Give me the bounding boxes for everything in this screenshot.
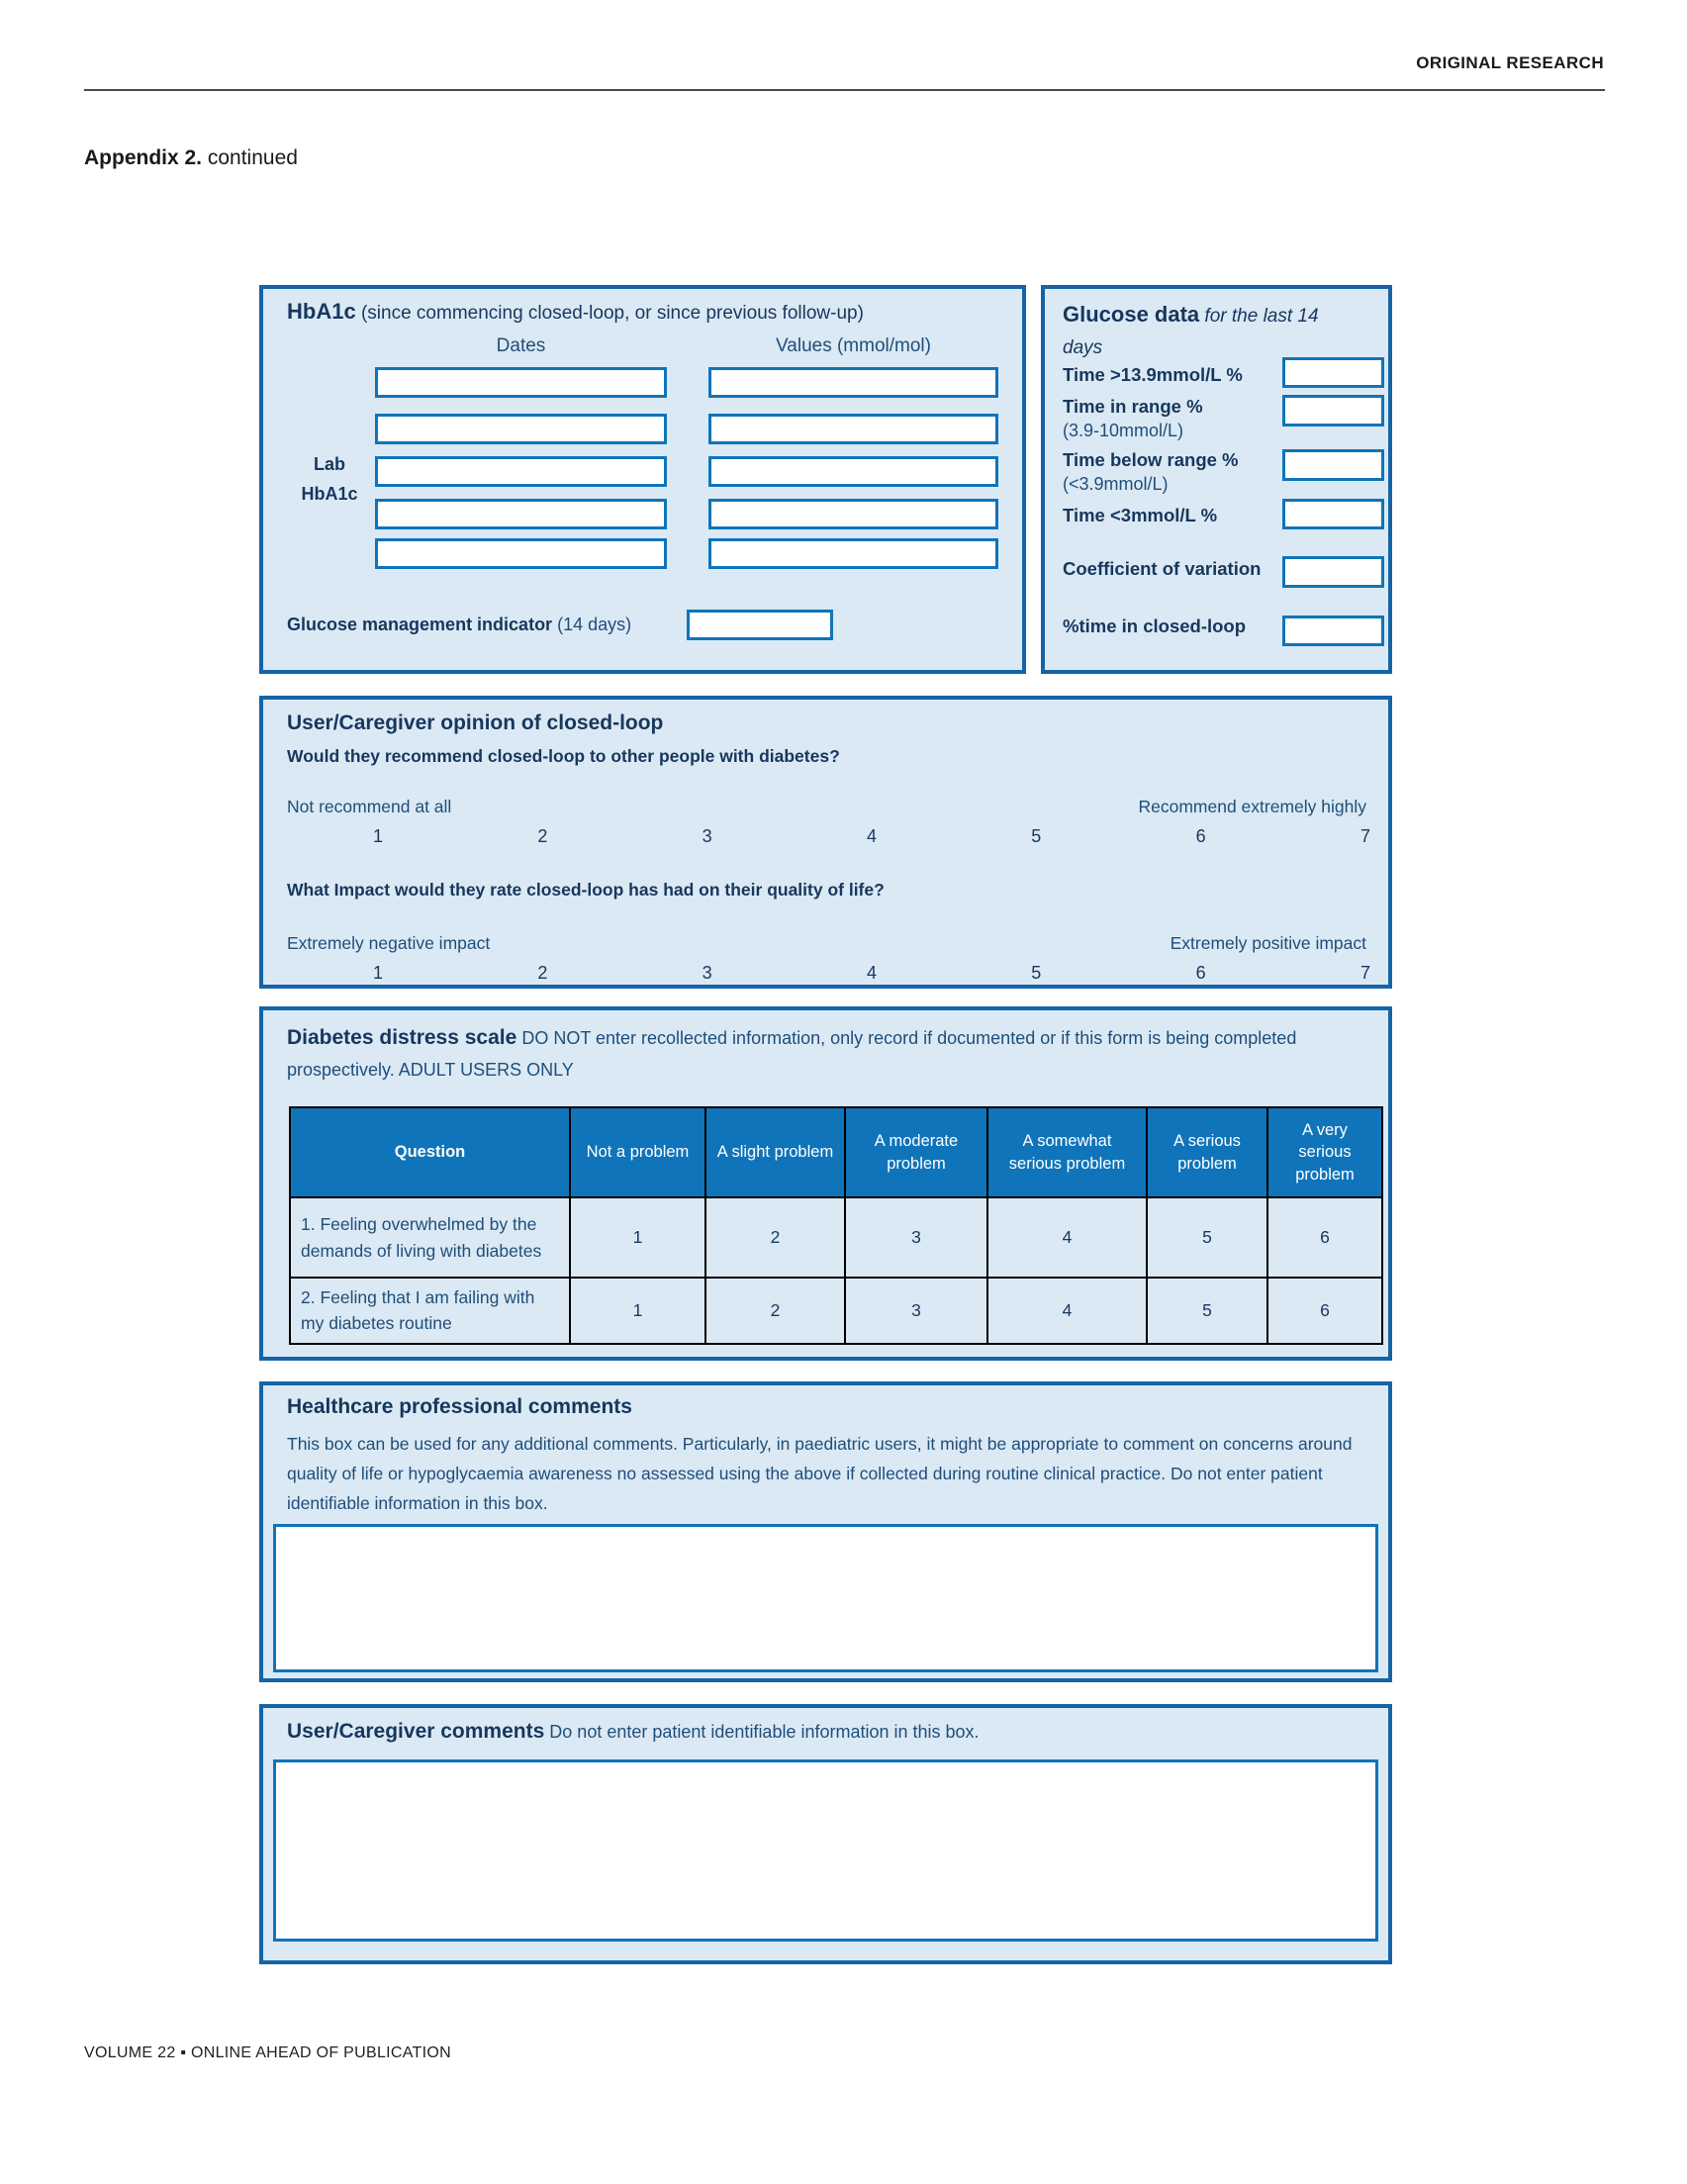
gmi-label-bold: Glucose management indicator — [287, 615, 553, 634]
impact-scale-7[interactable]: 7 — [1359, 963, 1370, 983]
recommend-scale-1[interactable]: 1 — [372, 826, 383, 846]
gmi-input[interactable] — [687, 610, 833, 640]
q2-option-4[interactable]: 4 — [987, 1278, 1147, 1344]
q1-option-4[interactable]: 4 — [987, 1197, 1147, 1278]
time-below-3-input[interactable] — [1282, 499, 1384, 529]
header-serious-problem: A serious problem — [1147, 1107, 1267, 1197]
value-input-3[interactable] — [708, 456, 998, 487]
question-2: 2. Feeling that I am failing with my diabetes routine — [290, 1278, 570, 1344]
q2-option-6[interactable]: 6 — [1267, 1278, 1382, 1344]
distress-section — [259, 1006, 1392, 1361]
header-slight-problem: A slight problem — [705, 1107, 845, 1197]
date-input-1[interactable] — [375, 367, 667, 398]
time-in-closed-loop-input[interactable] — [1282, 616, 1384, 646]
recommend-scale-6[interactable]: 6 — [1195, 826, 1206, 846]
glucose-data-title-bold: Glucose data — [1063, 302, 1200, 327]
lab-hba1c-label-line1: Lab — [313, 454, 345, 474]
recommend-scale-4[interactable]: 4 — [866, 826, 877, 846]
q1-option-2[interactable]: 2 — [705, 1197, 845, 1278]
recommend-question: Would they recommend closed-loop to other people with diabetes? — [287, 746, 840, 766]
hcp-comments-textarea[interactable] — [273, 1524, 1378, 1672]
time-below-range-label: Time below range % — [1063, 449, 1239, 470]
question-1: 1. Feeling overwhelmed by the demands of living with diabetes — [290, 1197, 570, 1278]
coefficient-of-variation-input[interactable] — [1282, 556, 1384, 588]
distress-table — [289, 1106, 1383, 1345]
q2-option-2[interactable]: 2 — [705, 1278, 845, 1344]
impact-scale-1[interactable]: 1 — [372, 963, 383, 983]
date-input-5[interactable] — [375, 538, 667, 569]
recommend-anchor-left: Not recommend at all — [287, 797, 452, 816]
value-input-1[interactable] — [708, 367, 998, 398]
distress-section-title — [287, 1022, 1370, 1087]
impact-scale-3[interactable]: 3 — [702, 963, 712, 983]
coefficient-of-variation-label: Coefficient of variation — [1063, 558, 1262, 579]
recommend-scale-3[interactable]: 3 — [702, 826, 712, 846]
dates-column-header: Dates — [496, 335, 546, 356]
recommend-anchor-right: Recommend extremely highly — [1138, 797, 1366, 816]
time-in-range-input[interactable] — [1282, 395, 1384, 427]
hba1c-section — [259, 285, 1026, 674]
distress-title-bold: Diabetes distress scale — [287, 1026, 517, 1049]
value-input-5[interactable] — [708, 538, 998, 569]
user-comments-title-rest: Do not enter patient identifiable information in this box. — [544, 1722, 980, 1742]
impact-scale-2[interactable]: 2 — [537, 963, 548, 983]
user-comments-title-bold: User/Caregiver comments — [287, 1720, 545, 1743]
user-comments-title — [287, 1720, 980, 1744]
header-rule — [84, 89, 1605, 91]
impact-scale-6[interactable]: 6 — [1195, 963, 1206, 983]
appendix-title-rest: continued — [202, 146, 298, 169]
time-in-range-label: Time in range % — [1063, 396, 1203, 417]
recommend-scale — [367, 826, 1376, 847]
impact-scale-5[interactable]: 5 — [1031, 963, 1042, 983]
gmi-label — [287, 615, 631, 635]
q1-option-6[interactable]: 6 — [1267, 1197, 1382, 1278]
impact-question: What Impact would they rate closed-loop has had on their quality of life? — [287, 880, 885, 900]
impact-anchor-left: Extremely negative impact — [287, 933, 491, 953]
time-below-range-input[interactable] — [1282, 449, 1384, 481]
header-question: Question — [290, 1107, 570, 1197]
masthead-label: ORIGINAL RESEARCH — [1416, 53, 1604, 72]
lab-hba1c-label — [291, 449, 368, 509]
time-below-range-sublabel: (<3.9mmol/L) — [1063, 474, 1169, 494]
q1-option-5[interactable]: 5 — [1147, 1197, 1267, 1278]
recommend-scale-2[interactable]: 2 — [537, 826, 548, 846]
q2-option-5[interactable]: 5 — [1147, 1278, 1267, 1344]
q1-option-3[interactable]: 3 — [845, 1197, 987, 1278]
hba1c-title-bold: HbA1c — [287, 299, 356, 324]
time-above-range-input[interactable] — [1282, 357, 1384, 388]
header-somewhat-serious-problem: A somewhat serious problem — [987, 1107, 1147, 1197]
value-input-4[interactable] — [708, 499, 998, 529]
hba1c-title-rest: (since commencing closed-loop, or since previous follow-up) — [355, 303, 864, 324]
opinion-section — [259, 696, 1392, 989]
impact-anchor-right: Extremely positive impact — [1170, 933, 1366, 953]
glucose-data-section — [1041, 285, 1392, 674]
time-in-closed-loop-label: %time in closed-loop — [1063, 616, 1247, 636]
q2-option-1[interactable]: 1 — [570, 1278, 705, 1344]
date-input-3[interactable] — [375, 456, 667, 487]
user-comments-section — [259, 1704, 1392, 1964]
time-below-3-label: Time <3mmol/L % — [1063, 505, 1218, 525]
header-moderate-problem: A moderate problem — [845, 1107, 987, 1197]
appendix-title-bold: Appendix 2. — [84, 146, 203, 169]
hcp-comments-title: Healthcare professional comments — [287, 1395, 632, 1418]
appendix-title — [84, 146, 298, 170]
recommend-scale-7[interactable]: 7 — [1359, 826, 1370, 846]
distress-table-header-row — [290, 1107, 1382, 1197]
time-above-range-label: Time >13.9mmol/L % — [1063, 364, 1243, 385]
lab-hba1c-label-line2: HbA1c — [301, 484, 358, 504]
user-comments-textarea[interactable] — [273, 1759, 1378, 1942]
hcp-comments-instructions: This box can be used for any additional comments. Particularly, in paediatric users, it might be appropriate to comment on concerns around quality of life or hypoglycaemia awareness no assessed using the above if collected during routine clinical practice. Do not enter patient identifiable information in this box. — [287, 1434, 1353, 1513]
header-very-serious-problem: A very serious problem — [1267, 1107, 1382, 1197]
impact-scale — [367, 963, 1376, 984]
footer-label: VOLUME 22 ▪ ONLINE AHEAD OF PUBLICATION — [84, 2044, 451, 2061]
value-input-2[interactable] — [708, 414, 998, 444]
impact-scale-4[interactable]: 4 — [866, 963, 877, 983]
distress-row-2 — [290, 1278, 1382, 1344]
hba1c-section-title — [287, 299, 864, 325]
q1-option-1[interactable]: 1 — [570, 1197, 705, 1278]
gmi-label-rest: (14 days) — [552, 615, 632, 634]
glucose-data-title-italic: for the last 14 days — [1063, 306, 1319, 358]
recommend-scale-5[interactable]: 5 — [1031, 826, 1042, 846]
date-input-4[interactable] — [375, 499, 667, 529]
date-input-2[interactable] — [375, 414, 667, 444]
distress-row-1 — [290, 1197, 1382, 1278]
time-in-range-sublabel: (3.9-10mmol/L) — [1063, 421, 1184, 440]
header-not-a-problem: Not a problem — [570, 1107, 705, 1197]
opinion-section-title: User/Caregiver opinion of closed-loop — [287, 712, 664, 734]
distress-title-rest: DO NOT enter recollected information, only record if documented or if this form is being completed prospectively. ADULT USERS ONLY — [287, 1028, 1297, 1080]
hcp-comments-section — [259, 1381, 1392, 1682]
glucose-data-title — [1063, 299, 1330, 364]
q2-option-3[interactable]: 3 — [845, 1278, 987, 1344]
values-column-header: Values (mmol/mol) — [776, 335, 931, 356]
